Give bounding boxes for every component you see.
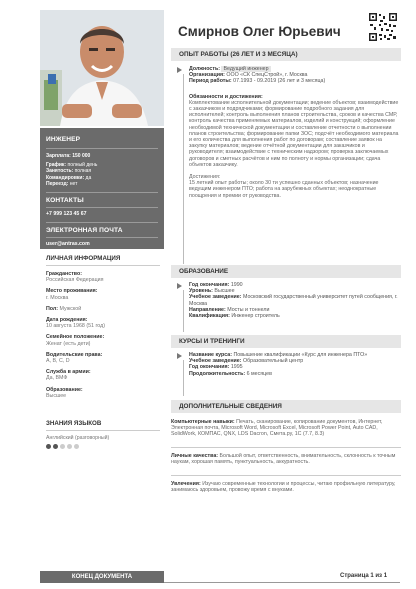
position-badge: Ведущий инженер [223, 66, 269, 72]
employment-line: Занятость: полная [46, 168, 92, 175]
timeline-line [183, 74, 184, 264]
level-dot-filled [46, 444, 51, 449]
personal-qualities: Личные качества: Большой опыт, ответственность, внимательность, склонность к точным наукам, хорошая память, пунктуальность, аккуратность. [171, 453, 396, 466]
personal-info-section [46, 255, 160, 399]
left-column [40, 10, 164, 570]
additional-title: ДОПОЛНИТЕЛЬНЫЕ СВЕДЕНИЯ [171, 400, 401, 413]
personal-field: Образование: Высшее [46, 386, 83, 399]
education-section-header [171, 265, 401, 278]
courses-section-header [171, 335, 401, 348]
duties-text: Комплектование исполнительной документации; ведение объектов; взаимодействие с заказчиком и подрядчиками; формирование подробного задания для исполнителей; контроль выполнения планов строительства, сроков и качества СМР, контроль качества применяемых материалов, изделий и конструкций; оформление необходимой технической документации и составление отчетности о выполнении планов строительства; формирование папки ЗОС; подсчёт необходимого материала и его количества для выполнения работ по договорам; составление заявок на закупку материалов; ведение отчётной документации для заказчиков и руководителя; взаимодействие с техническим надзором; проверка заключаемых договоров и сметных расчётов и ним по полноту и нормы организации; сдача объектов заказчику. [189, 99, 399, 168]
courses-title: КУРСЫ И ТРЕНИНГИ [171, 335, 401, 348]
candidate-name: Смирнов Олег Юрьевич [178, 24, 341, 39]
salary-line: Зарплата: 150 000 [46, 153, 91, 159]
phone-number[interactable]: +7 999 123 45 67 [46, 211, 87, 218]
relocation-line: Переезд: нет [46, 180, 78, 187]
level-dot-empty [74, 444, 79, 449]
divider [46, 237, 158, 238]
achievements-title: Достижения: [189, 174, 221, 181]
achievements-text: 15 летний опыт работы; около 30 ти успешно сданных объектов; назначение ведущим инженером ПТО; работа на зарубежных объектах; неоднократные поощрения и премии от руководства. [189, 180, 379, 199]
page-counter: Страница 1 из 1 [340, 573, 388, 579]
personal-info-title: ЛИЧНАЯ ИНФОРМАЦИЯ [46, 255, 121, 262]
experience-section [171, 64, 401, 264]
timeline-marker-icon [177, 353, 182, 359]
language-name: Английский (разговорный) [46, 435, 110, 441]
courses-section [171, 352, 401, 397]
computer-skills: Компьютерные навыки: Печать, сканирование, копирование документов, Интернет, Электронная почта, Microsoft Word, Microsoft Excel, Microsoft Power Point, Auto CAD, SolidWork, КОМПАС, QNX, LDS Dacron, Смета.ру, 1С (7.7, 8.3) [171, 419, 383, 438]
course-details: Название курса: Повышение квалификации «Курс для инженера ПТО» Учебное заведение: Образовательный центр Год окончания: 1995 Продолжительность: 6 месяцев [189, 352, 368, 377]
level-dot-empty [67, 444, 72, 449]
experience-section-header [171, 48, 401, 61]
profile-photo [40, 10, 164, 126]
language-level [46, 444, 160, 449]
timeline-marker-icon [177, 283, 182, 289]
summary-panel [40, 128, 164, 249]
personal-field: Водительские права: A, B, C, D [46, 351, 103, 365]
additional-section-header [171, 400, 401, 413]
divider [46, 265, 160, 266]
position-title: ИНЖЕНЕР [46, 136, 81, 143]
footer-line [164, 582, 400, 583]
personal-field: Дата рождения: 10 августа 1968 (51 год) [46, 317, 105, 330]
timeline-line [183, 360, 184, 396]
languages-section [46, 420, 160, 449]
divider [171, 475, 401, 476]
qr-code-icon[interactable] [368, 12, 398, 42]
languages-title: ЗНАНИЯ ЯЗЫКОВ [46, 420, 102, 427]
personal-field: Служба в армии: Да, ВМФ [46, 369, 91, 382]
email-address[interactable]: user@antras.com [46, 241, 90, 248]
timeline-line [183, 290, 184, 332]
personal-field: Гражданство: Российская Федерация [46, 271, 104, 284]
job-details: Должность: Ведущий инженер Организация: ООО «СК СпецСтрой», г. Москва Период работы: 07.1993 - 09.2019 (26 лет и 3 месяца) Обязанности и достижения: Комплектование исполнительной документации; ведение объектов; взаимодействие с заказчиком и подрядчиками; формирование подробного задания для исполнителей; контроль выполнения планов строительства, сроков и качества СМР, контроль качества применяемых материалов, изделий и конструкций; оформление необходимой технической документации и составление отчетности о выполнении планов строительства; формирование папки ЗОС; подсчёт необходимого материала и его количества для выполнения работ по договорам; составление заявок на закупку материалов; ведение отчётной документации для заказчиков и руководителя; взаимодействие с техническим надзором; проверка заключаемых договоров и сметных расчётов и ним по полноту и нормы организации; сдача объектов заказчику. Достижения: 15 летний опыт работы; около 30 ти успешно сданных объектов; назначение ведущим инженером ПТО; работа на зарубежных объектах; неоднократные поощрения и премии от руководства. [189, 66, 401, 199]
contacts-title: КОНТАКТЫ [46, 197, 84, 205]
divider [46, 207, 158, 208]
level-dot-filled [53, 444, 58, 449]
personal-field: Пол: Мужской [46, 305, 82, 312]
education-section [171, 282, 401, 332]
divider [171, 447, 401, 448]
divider [46, 192, 158, 193]
education-title: ОБРАЗОВАНИЕ [171, 265, 401, 278]
level-dot-empty [60, 444, 65, 449]
personal-field: Семейное положение: Женат (есть дети) [46, 334, 105, 347]
person-photo-icon [40, 10, 164, 126]
timeline-marker-icon [177, 67, 182, 73]
experience-title: ОПЫТ РАБОТЫ (26 ЛЕТ И 3 МЕСЯЦА) [171, 48, 401, 61]
education-details: Год окончания: 1990 Уровень: Высшее Учебное заведение: Московский государственный университет путей сообщения, г. Москва Направление: Мосты и тоннели Квалификация: Инженер строитель [189, 282, 398, 320]
hobbies: Увлечения: Изучаю современные технологии и процессы, читаю профильную литературу, занимаюсь здоровьем, провожу время с внуками. [171, 481, 396, 494]
divider [46, 148, 158, 149]
divider [46, 222, 158, 223]
email-title: ЭЛЕКТРОННАЯ ПОЧТА [46, 227, 123, 235]
end-of-document: КОНЕЦ ДОКУМЕНТА [40, 571, 164, 583]
personal-field: Место проживания: г. Москва [46, 288, 98, 301]
trips-line: Командировки: да [46, 174, 92, 181]
schedule-line: График: полный день [46, 162, 98, 169]
divider [46, 430, 160, 431]
